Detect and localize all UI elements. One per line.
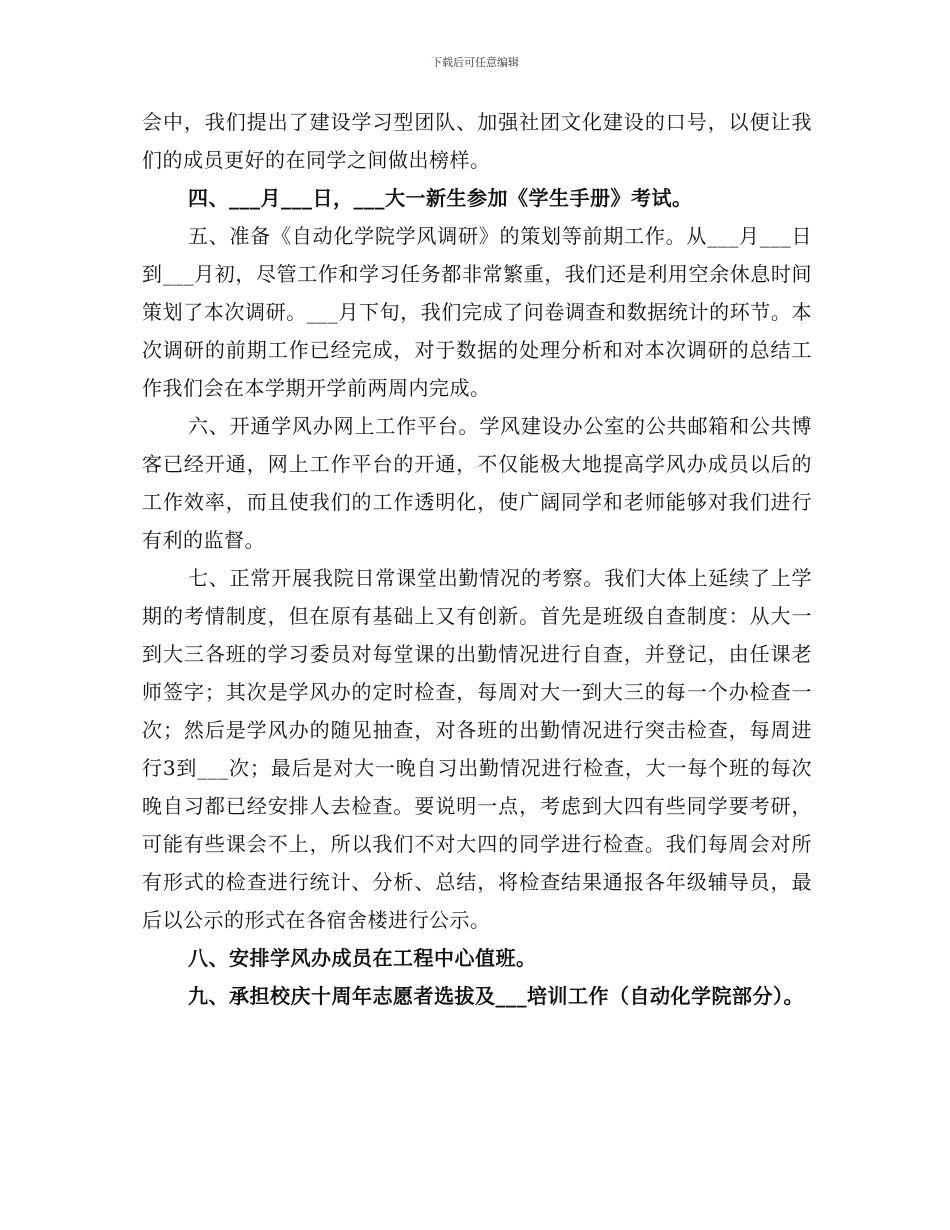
paragraph-5: 七、正常开展我院日常课堂出勤情况的考察。我们大体上延续了上学期的考情制度，但在原有基础上又有创新。首先是班级自查制度：从大一到大三各班的学习委员对每堂课的出勤情况进行自查，并登记，由任课老师签字；其次是学风办的定时检查，每周对大一到大三的每一个办检查一次；然后是学风办的随见抽查，对各班的出勤情况进行突击检查，每周进行3到___次；最后是对大一晚自习出勤情况进行检查，大一每个班的每次晚自习都已经安排人去检查。要说明一点，考虑到大四有些同学要考研，可能有些课会不上，所以我们不对大四的同学进行检查。我们每周会对所有形式的检查进行统计、分析、总结，将检查结果通报各年级辅导员，最后以公示的形式在各宿舍楼进行公示。 [142,566,812,932]
paragraph-4: 六、开通学风办网上工作平台。学风建设办公室的公共邮箱和公共博客已经开通，网上工作平台的开通，不仅能极大地提高学风办成员以后的工作效率，而且使我们的工作透明化，使广阔同学和老师能够对我们进行有利的监督。 [142,414,812,552]
paragraph-6: 八、安排学风办成员在工程中心值班。 [188,946,537,970]
paragraph-2: 四、___月___日，___大一新生参加《学生手册》考试。 [188,186,693,210]
paragraph-7: 九、承担校庆十周年志愿者选拔及___培训工作（自动化学院部分）。 [188,984,804,1008]
document-body [142,103,812,1015]
paragraph-1: 会中，我们提出了建设学习型团队、加强社团文化建设的口号，以便让我们的成员更好的在同学之间做出榜样。 [142,110,812,172]
page-header: 下载后可任意编辑 [431,56,519,69]
paragraph-3: 五、准备《自动化学院学风调研》的策划等前期工作。从___月___日到___月初，尽管工作和学习任务都非常繁重，我们还是利用空余休息时间策划了本次调研。___月下旬，我们完成了问卷调查和数据统计的环节。本次调研的前期工作已经完成，对于数据的处理分析和对本次调研的总结工作我们会在本学期开学前两周内完成。 [142,224,812,400]
